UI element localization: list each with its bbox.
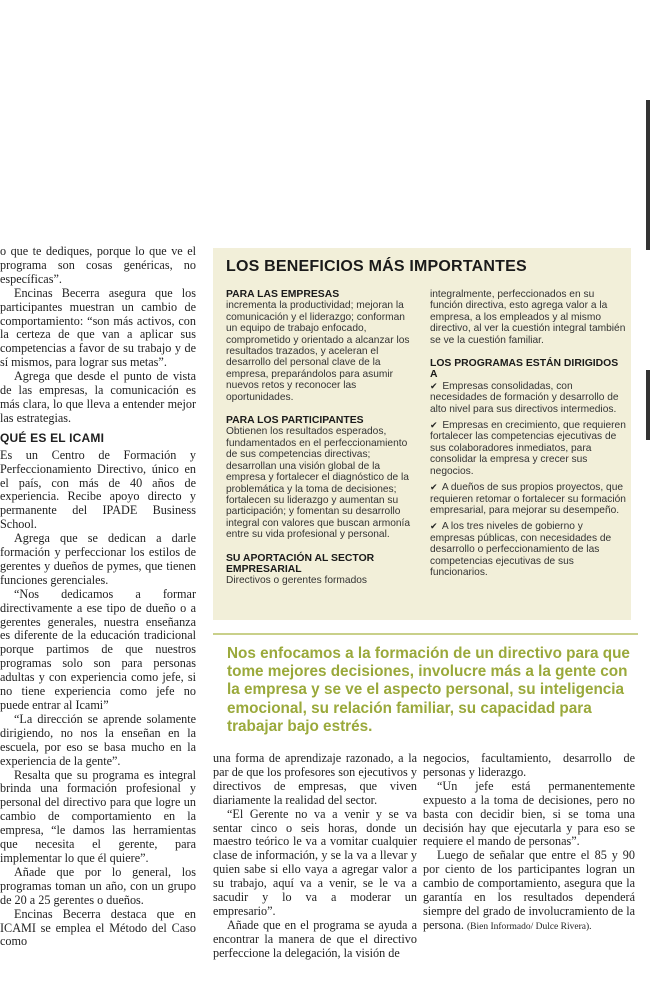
left-paragraph-1: o que te dediques, porque lo que ve el programa son cosas genéricas, no específicas”. [0,244,196,286]
benefits-box-column-2 [430,289,626,583]
benefits-box-title: LOS BENEFICIOS MÁS IMPORTANTES [226,258,527,275]
middle-article-column [213,752,417,961]
list-item: ✔ Empresas consolidadas, con necesidades de formación y desarrollo de alto nivel para sus directivos intermedios. [430,380,619,415]
right-paragraph-2: “Un jefe está permanentemente expuesto a la toma de decisiones, pero no basta con decidir bien, si se toma una decisión hay que ejecutarla y para eso se requiere el mando de personas”. [423,778,635,849]
check-icon: ✔ [430,482,438,493]
aportacion-heading: SU APORTACIÓN AL SECTOR EMPRESARIAL [226,552,375,575]
benefits-box [213,248,631,620]
programas-list [430,381,626,579]
programas-heading: LOS PROGRAMAS ESTÁN DIRIGIDOS A [430,358,619,381]
page-edge-mark [646,100,650,250]
left-paragraph-2: Encinas Becerra asegura que los participantes muestran un cambio de comportamiento: “son más activos, con la certeza de que van a aplicar sus competencias a favor de su trabajo y de sí mismos, para lograr sus metas”. [0,285,196,370]
left-paragraph-8: Resalta que su programa es integral brinda una formación profesional y personal del directivo para que logre un cambio de comportamiento en la empresa, “le damos las herramientas que necesita el gerente, para implementar lo que él quiere”. [0,767,196,865]
empresas-text: incrementa la productividad; mejoran la comunicación y el liderazgo; conforman un equipo de trabajo enfocado, comprometido y orientado a alcanzar los resultados trazados, y aceleran el desarrollo del personal clave de la empresa, preparándolos para asumir nuevos retos y reconocer las oportunidades. [226,300,410,403]
check-icon: ✔ [430,420,438,431]
aportacion-continued-text: integralmente, perfeccionados en su función directiva, esto agrega valor a la empresa, a los empleados y al mismo directivo, al ver la cuestión integral también se ve la cuestión familiar. [430,289,626,346]
list-item: ✔ A los tres niveles de gobierno y empresas públicas, con necesidades de desarrollo o perfeccionamiento de las competencias ejecutivas de sus funcionarios. [430,521,612,578]
author-credit: (Bien Informado/ Dulce Rivera). [467,921,592,932]
right-article-column [423,752,635,935]
middle-paragraph-1: una forma de aprendizaje razonado, a la par de que los profesores son ejecutivos y directivos de empresas, que viven diariamente la realidad del sector. [213,751,417,807]
left-paragraph-4: Es un Centro de Formación y Perfeccionamiento Directivo, único en el país, con más de 40 años de experiencia. Recibe apoyo directo y permanente del IPADE Business School. [0,447,196,532]
right-paragraph-3: Luego de señalar que entre el 85 y 90 por ciento de los participantes logran un cambio de comportamiento, asegura que la garantía en los resultados dependerá siempre del grado de involucramiento de la persona. (Bien Informado/ Dulce Rivera). [423,848,635,932]
check-icon: ✔ [430,380,438,391]
section-heading-que-es-icami: QUÉ ES EL ICAMI [0,430,105,445]
pull-quote: Nos enfocamos a la formación de un directivo para que tome mejores decisiones, involucre más a la gente con la empresa y se ve el aspecto personal, su inteligencia emocional, su relación familiar, su capacidad para trabajar bajo estrés. [227,645,630,735]
left-paragraph-10: Encinas Becerra destaca que en ICAMI se emplea el Método del Caso como [0,906,196,949]
left-paragraph-9: Añade que por lo general, los programas toman un año, con un grupo de 20 a 25 gerentes o dueños. [0,864,196,907]
benefits-box-column-1 [226,289,418,587]
page-edge-mark [646,370,650,440]
pull-quote-divider [213,633,638,635]
left-paragraph-3: Agrega que desde el punto de vista de las empresas, la comunicación es más clara, lo que lleva a entender mejor las estrategias. [0,369,196,425]
aportacion-text: Directivos o gerentes formados [226,575,367,587]
participantes-heading: PARA LOS PARTICIPANTES [226,415,364,427]
middle-paragraph-2: “El Gerente no va a venir y se va sentar cinco o seis horas, donde un maestro teórico le va a vomitar cualquier clase de información, y se la va a llevar y quien sabe si ello vaya a agregar valor a su trabajo, aquí va a venir, se le va a sacudir y lo va a moderar un empresario”. [213,806,417,918]
participantes-text: Obtienen los resultados esperados, fundamentados en el perfeccionamiento de sus competencias directivas; desarrollan una visión global de la empresa y fortalecer el diagnóstico de la problemática y la toma de decisiones; fortalecen su liderazgo y aumentan su participación; y fomentan su desarrollo integral con valores que buscan armonía entre su vida profesional y personal. [226,426,411,541]
left-paragraph-7: “La dirección se aprende solamente dirigiendo, no nos la enseñan en la escuela, por eso se basa mucho en la experiencia de la gente”. [0,711,196,768]
empresas-heading: PARA LAS EMPRESAS [226,289,340,300]
left-paragraph-6: “Nos dedicamos a formar directivamente a ese tipo de dueño o a gerentes generales, nuestra enseñanza es diferente de la educación tradicional porque partimos de que nuestros programas solo son para personas adultas y con experiencia como jefe, si no tiene experiencia como jefe no puede entrar al Icami” [0,586,196,712]
list-item: ✔ A dueños de sus propios proyectos, que requieren retomar o fortalecer su formación empresarial, para mejorar su desempeño. [430,482,626,516]
left-paragraph-5: Agrega que se dedican a darle formación y perfeccionar los estilos de gerentes y dueños de pymes, que tienen funciones gerenciales. [0,531,196,587]
check-icon: ✔ [430,521,438,532]
right-paragraph-1: negocios, facultamiento, desarrollo de personas y liderazgo. [423,751,635,779]
middle-paragraph-3: Añade que en el programa se ayuda a encontrar la manera de que el directivo perfeccione la delegación, la visión de [213,917,417,960]
left-article-column [0,245,196,949]
list-item: ✔ Empresas en crecimiento, que requieren fortalecer las competencias ejecutivas de sus colaboradores inmediatos, para consolidar la empresa y crecer sus negocios. [430,420,626,477]
